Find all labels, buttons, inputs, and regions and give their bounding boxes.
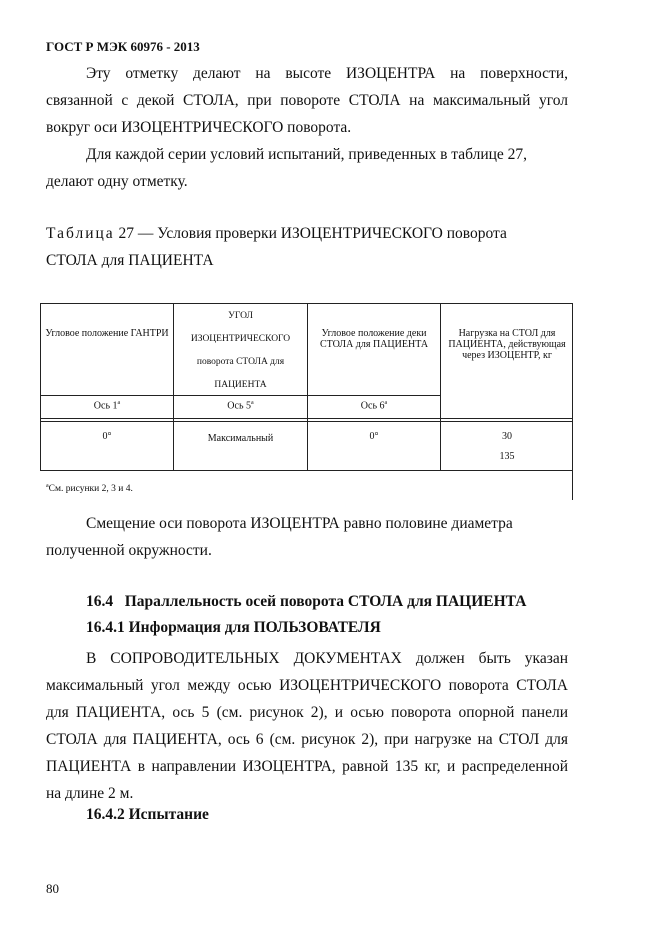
table-rule: [440, 303, 441, 470]
axis-label-5: [176, 398, 305, 411]
col-header-angle-line: ИЗОЦЕНТРИЧЕСКОГО: [190, 334, 291, 344]
conditions-table: [40, 303, 572, 500]
table-caption-text: 27 — Условия проверки ИЗОЦЕНТРИЧЕСКОГО поворота: [118, 225, 507, 242]
paragraph-line: связанной с декой СТОЛА, при повороте СТОЛА на максимальный угол: [46, 92, 568, 109]
paragraph-line: полученной окружности.: [46, 542, 212, 559]
col-header-load: Нагрузка на СТОЛ для ПАЦИЕНТА, действующая через ИЗОЦЕНТР, кг: [448, 328, 566, 361]
col-header-angle-line: ПАЦИЕНТА: [214, 380, 267, 390]
col-header-deck: Угловое положение деки СТОЛА для ПАЦИЕНТА: [319, 328, 429, 350]
paragraph-line: СТОЛА для ПАЦИЕНТА, ось 6 (см. рисунок 2), при нагрузке на СТОЛ для: [46, 731, 568, 748]
axis-label-1-footnote-mark: a: [117, 400, 121, 406]
cell-gantry-value: 0°: [102, 431, 112, 442]
footnote-mark: a: [46, 483, 49, 489]
axis-label-6: [311, 398, 437, 411]
axis-label-5-footnote-mark: a: [251, 400, 254, 406]
section-title: 16.4 Параллельность осей поворота СТОЛА для ПАЦИЕНТА: [86, 593, 527, 610]
page-number: 80: [46, 881, 59, 896]
paragraph-line: Эту отметку делают на высоте ИЗОЦЕНТРА на поверхности,: [86, 65, 568, 82]
table-footnote-text: См. рисунки 2, 3 и 4.: [48, 484, 133, 495]
paragraph-line: для ПАЦИЕНТА, ось 5 (см. рисунок 2), и осью поворота опорной панели: [46, 704, 568, 721]
table-rule: [572, 303, 573, 500]
table-rule: [40, 421, 572, 422]
subsection-title: 16.4.2 Испытание: [86, 806, 209, 823]
col-header-angle-line: поворота СТОЛА для: [196, 357, 285, 367]
table-rule: [40, 418, 572, 419]
table-caption-line2: СТОЛА для ПАЦИЕНТА: [46, 252, 214, 269]
table-caption: [46, 219, 507, 248]
paragraph-line: делают одну отметку.: [46, 173, 188, 190]
cell-angle-value: Максимальный: [207, 433, 274, 444]
table-rule: [173, 303, 174, 470]
col-header-gantry: Угловое положение ГАНТРИ: [45, 328, 169, 339]
cell-load-value-2: 135: [499, 451, 515, 462]
table-rule: [40, 303, 41, 470]
table-rule: [40, 470, 572, 471]
paragraph-line: на длине 2 м.: [46, 785, 134, 802]
paragraph-line: В СОПРОВОДИТЕЛЬНЫХ ДОКУМЕНТАХ должен быть указан: [86, 650, 568, 667]
paragraph-line: Смещение оси поворота ИЗОЦЕНТРА равно половине диаметра: [86, 515, 513, 532]
cell-load-value-1: 30: [502, 431, 512, 442]
cell-deck-value: 0°: [369, 431, 379, 442]
paragraph-line: максимальный угол между осью ИЗОЦЕНТРИЧЕСКОГО поворота СТОЛА: [46, 677, 568, 694]
col-header-angle: [176, 305, 305, 397]
table-rule: [307, 303, 308, 470]
subsection-title: 16.4.1 Информация для ПОЛЬЗОВАТЕЛЯ: [86, 619, 381, 636]
paragraph-line: Для каждой серии условий испытаний, приведенных в таблице 27,: [86, 146, 528, 163]
document-header: ГОСТ Р МЭК 60976 - 2013: [46, 39, 200, 54]
paragraph-line: вокруг оси ИЗОЦЕНТРИЧЕСКОГО поворота.: [46, 119, 352, 136]
axis-label-5-text: Ось 5: [227, 400, 252, 412]
table-footnote: [46, 483, 133, 494]
col-header-angle-line: УГОЛ: [228, 311, 253, 321]
paragraph-line: ПАЦИЕНТА в направлении ИЗОЦЕНТРА, равной 135 кг, и распределенной: [46, 758, 568, 775]
axis-label-6-text: Ось 6: [360, 400, 385, 412]
table-rule: [40, 303, 572, 304]
axis-label-6-footnote-mark: a: [384, 400, 388, 406]
table-caption-label: Таблица: [46, 225, 115, 242]
axis-label-1: [44, 398, 170, 411]
axis-label-1-text: Ось 1: [93, 400, 118, 412]
